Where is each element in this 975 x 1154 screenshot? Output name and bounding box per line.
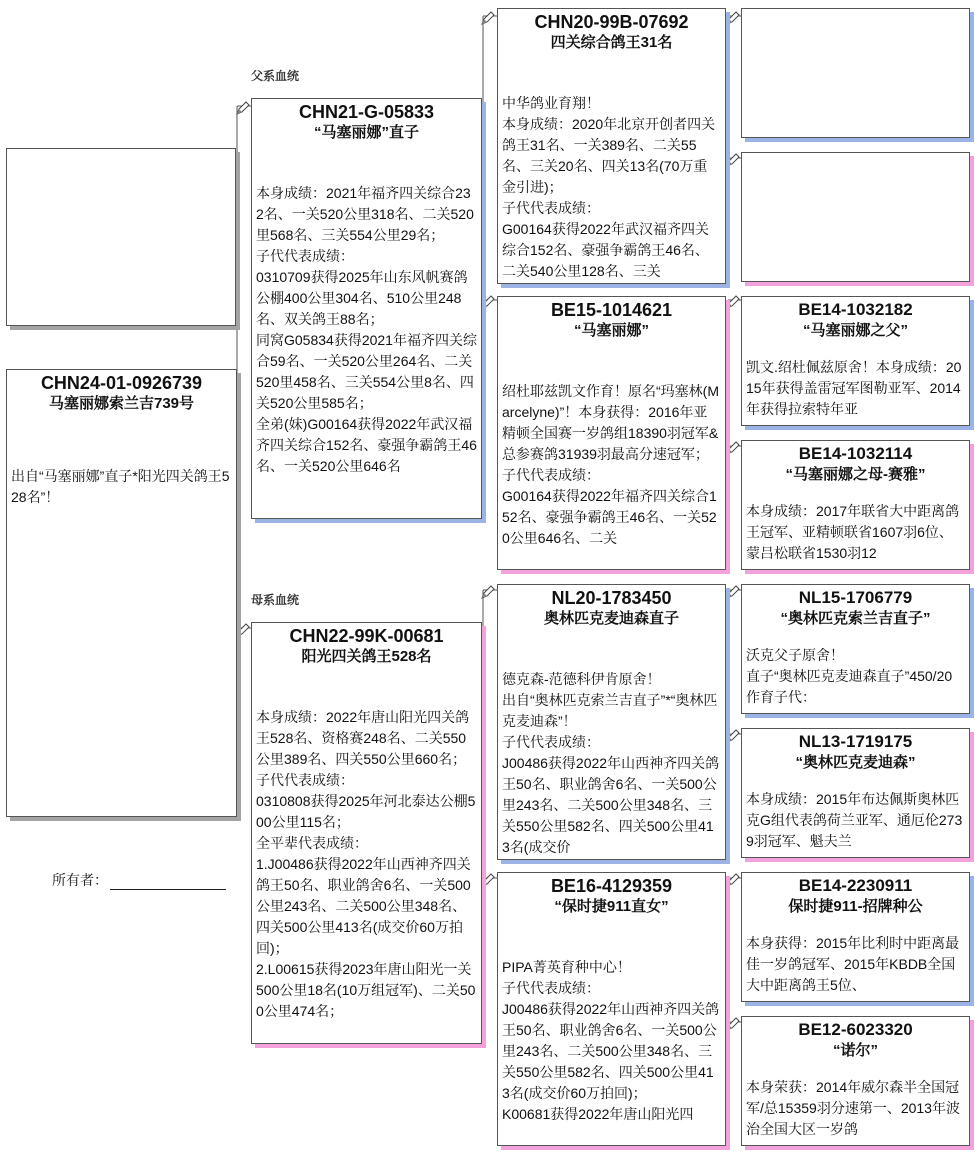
sd-name: “马塞丽娜” bbox=[573, 322, 649, 339]
sd-description: 绍杜耶兹凯文作育！原名“玛塞林(Marcelyne)”！本身获得：2016年亚精顿全国赛一岁鸽组18390羽冠军&总参赛鸽31939羽最高分速冠军； 子代代表成绩： G00164获得2022年福齐四关综合152名、豪强争霸鸽王46名、一关520公里646名、二关 bbox=[502, 383, 719, 546]
subject-name: 马塞丽娜索兰吉739号 bbox=[48, 395, 195, 412]
sss-card-empty[interactable] bbox=[741, 8, 970, 138]
dam-sire-card[interactable] bbox=[497, 584, 726, 860]
ss-description: 中华鸽业育翔！ 本身成绩：2020年北京开创者四关鸽王31名、一关389名、二关55名、三关20名、四关13名(70万重金引进)； 子代代表成绩： G00164获得2022年武汉福齐四关综合152名、豪强争霸鸽王46名、二关540公里128名、三关 bbox=[502, 95, 716, 279]
dd-description: PIPA菁英育种中心！ 子代代表成绩： J00486获得2022年山西神齐四关鸽王50名、职业鸽舍6名、一关500公里243名、二关500公里348名、三关550公里582名、四关500公里413名(成交价60万拍回)； K00681获得2022年唐山阳光四 bbox=[502, 959, 720, 1122]
edit-ddd-icon[interactable] bbox=[725, 1016, 741, 1032]
dam-description: 本身成绩：2022年唐山阳光四关鸽王528名、资格赛248名、二关550公里389名、四关550公里660名； 子代代表成绩： 0310808获得2025年河北泰达公棚500公里115名； 全平辈代表成绩： 1.J00486获得2022年山西神齐四关鸽王50名、职业鸽舍6名、一关500公里243名、二关500公里348名、四关500公里413名(成交价60万拍回)； 2.L00615获得2023年唐山阳光一关500公里18名(10万组冠军)、二关500公里474名； bbox=[256, 709, 476, 1019]
ds-ring-number: NL20-1783450 bbox=[551, 588, 672, 608]
dsd-description: 本身成绩：2015年布达佩斯奥林匹克G组代表鸽荷兰亚军、通厄伦2739羽冠军、魁夫兰 bbox=[746, 791, 963, 849]
edit-dam-icon[interactable] bbox=[235, 622, 251, 638]
dam-ring-number: CHN22-99K-00681 bbox=[289, 626, 444, 646]
dd-name: “保时捷911直女” bbox=[554, 898, 669, 915]
dss-description: 沃克父子原舍！ 直子“奥林匹克麦迪森直子”450/20作育子代： bbox=[746, 647, 953, 705]
sds-ring-number: BE14-1032182 bbox=[798, 300, 913, 319]
sd-ring-number: BE15-1014621 bbox=[550, 300, 673, 320]
subject-card[interactable] bbox=[6, 369, 237, 817]
photo-placeholder[interactable] bbox=[6, 148, 236, 326]
sdd-name: “马塞丽娜之母-赛雅” bbox=[785, 466, 926, 483]
sire-dam-sire-card[interactable] bbox=[741, 296, 970, 426]
sire-dam-dam-card[interactable] bbox=[741, 440, 970, 570]
dss-ring-number: NL15-1706779 bbox=[798, 588, 913, 607]
dsd-name: “奥林匹克麦迪森” bbox=[795, 754, 916, 771]
ds-name: 奥林匹克麦迪森直子 bbox=[543, 610, 679, 627]
ds-description: 德克森-范德科伊肯原舍！ 出自“奥林匹克索兰吉直子”*“奥林匹克麦迪森”！ 子代代表成绩： J00486获得2022年山西神齐四关鸽王50名、职业鸽舍6名、一关500公里243名、二关500公里348名、三关550公里582名、四关500公里413名(成交价 bbox=[502, 671, 720, 855]
ss-name: 四关综合鸽王31名 bbox=[550, 34, 673, 51]
dam-dam-card[interactable] bbox=[497, 872, 726, 1146]
subject-ring-number: CHN24-01-0926739 bbox=[40, 373, 203, 393]
edit-sdd-icon[interactable] bbox=[725, 440, 741, 456]
dds-name: 保时捷911-招牌种公 bbox=[788, 898, 923, 915]
dam-sire-dam-card[interactable] bbox=[741, 728, 970, 858]
edit-sds-icon[interactable] bbox=[725, 294, 741, 310]
dsd-ring-number: NL13-1719175 bbox=[798, 732, 913, 751]
edit-ss-icon[interactable] bbox=[480, 10, 496, 26]
maternal-line-label: 母系血统 bbox=[251, 593, 300, 607]
dam-sire-sire-card[interactable] bbox=[741, 584, 970, 714]
subject-description: 出自“马塞丽娜”直子*阳光四关鸽王528名”！ bbox=[11, 468, 230, 505]
sds-name: “马塞丽娜之父” bbox=[802, 322, 908, 339]
sire-ring-number: CHN21-G-05833 bbox=[298, 102, 435, 122]
edit-ssd-icon[interactable] bbox=[725, 152, 741, 168]
dam-dam-dam-card[interactable] bbox=[741, 1016, 970, 1146]
edit-dd-icon[interactable] bbox=[480, 872, 496, 888]
dam-card[interactable] bbox=[251, 622, 482, 1044]
ddd-description: 本身荣获：2014年威尔森半全国冠军/总15359羽分速第一、2013年波治全国大区一岁鸽 bbox=[746, 1079, 960, 1137]
ddd-ring-number: BE12-6023320 bbox=[798, 1020, 913, 1039]
dds-ring-number: BE14-2230911 bbox=[798, 876, 913, 895]
edit-dsd-icon[interactable] bbox=[725, 728, 741, 744]
sdd-description: 本身成绩：2017年联省大中距离鸽王冠军、亚精顿联省1607羽6位、蒙吕松联省1530羽12 bbox=[746, 503, 960, 561]
edit-ds-icon[interactable] bbox=[480, 584, 496, 600]
ssd-card-empty[interactable] bbox=[741, 152, 970, 282]
sire-sire-card[interactable] bbox=[497, 8, 726, 284]
owner-label: 所有者： bbox=[52, 872, 108, 888]
dam-dam-sire-card[interactable] bbox=[741, 872, 970, 1002]
sdd-ring-number: BE14-1032114 bbox=[798, 444, 913, 463]
dds-description: 本身获得：2015年比利时中距离最佳一岁鸽冠军、2015年KBDB全国大中距离鸽王5位、 bbox=[746, 935, 960, 993]
sire-description: 本身成绩：2021年福齐四关综合232名、一关520公里318名、二关520里568名、三关554公里29名； 子代代表成绩： 0310709获得2025年山东风帆赛鸽公棚400公里304名、510公里248名、双关鸽王88名； 同窝G05834获得2021年福齐四关综合59名、一关520公里264名、二关520里458名、三关554公里8名、四关520公里585名； 全弟(妹)G00164获得2022年武汉福齐四关综合152名、豪强争霸鸽王46名、一关520公里646名 bbox=[256, 185, 477, 474]
dss-name: “奥林匹克索兰吉直子” bbox=[780, 610, 931, 627]
dam-name: 阳光四关鸽王528名 bbox=[301, 648, 432, 665]
edit-dss-icon[interactable] bbox=[725, 584, 741, 600]
owner-input-line[interactable] bbox=[110, 875, 226, 890]
ddd-name: “诺尔” bbox=[832, 1042, 878, 1059]
ss-ring-number: CHN20-99B-07692 bbox=[534, 12, 689, 32]
edit-sd-icon[interactable] bbox=[480, 294, 496, 310]
sds-description: 凯文.绍杜佩兹原舍！本身成绩：2015年获得盖雷冠军图勒亚军、2014年获得拉索特年亚 bbox=[746, 359, 962, 417]
dd-ring-number: BE16-4129359 bbox=[550, 876, 673, 896]
paternal-line-label: 父系血统 bbox=[251, 69, 300, 83]
edit-dds-icon[interactable] bbox=[725, 872, 741, 888]
sire-card[interactable] bbox=[251, 98, 482, 519]
sire-dam-card[interactable] bbox=[497, 296, 726, 570]
sire-name: “马塞丽娜”直子 bbox=[313, 124, 419, 141]
edit-sire-icon[interactable] bbox=[235, 100, 251, 116]
edit-sss-icon[interactable] bbox=[725, 10, 741, 26]
owner-field[interactable] bbox=[52, 870, 226, 890]
